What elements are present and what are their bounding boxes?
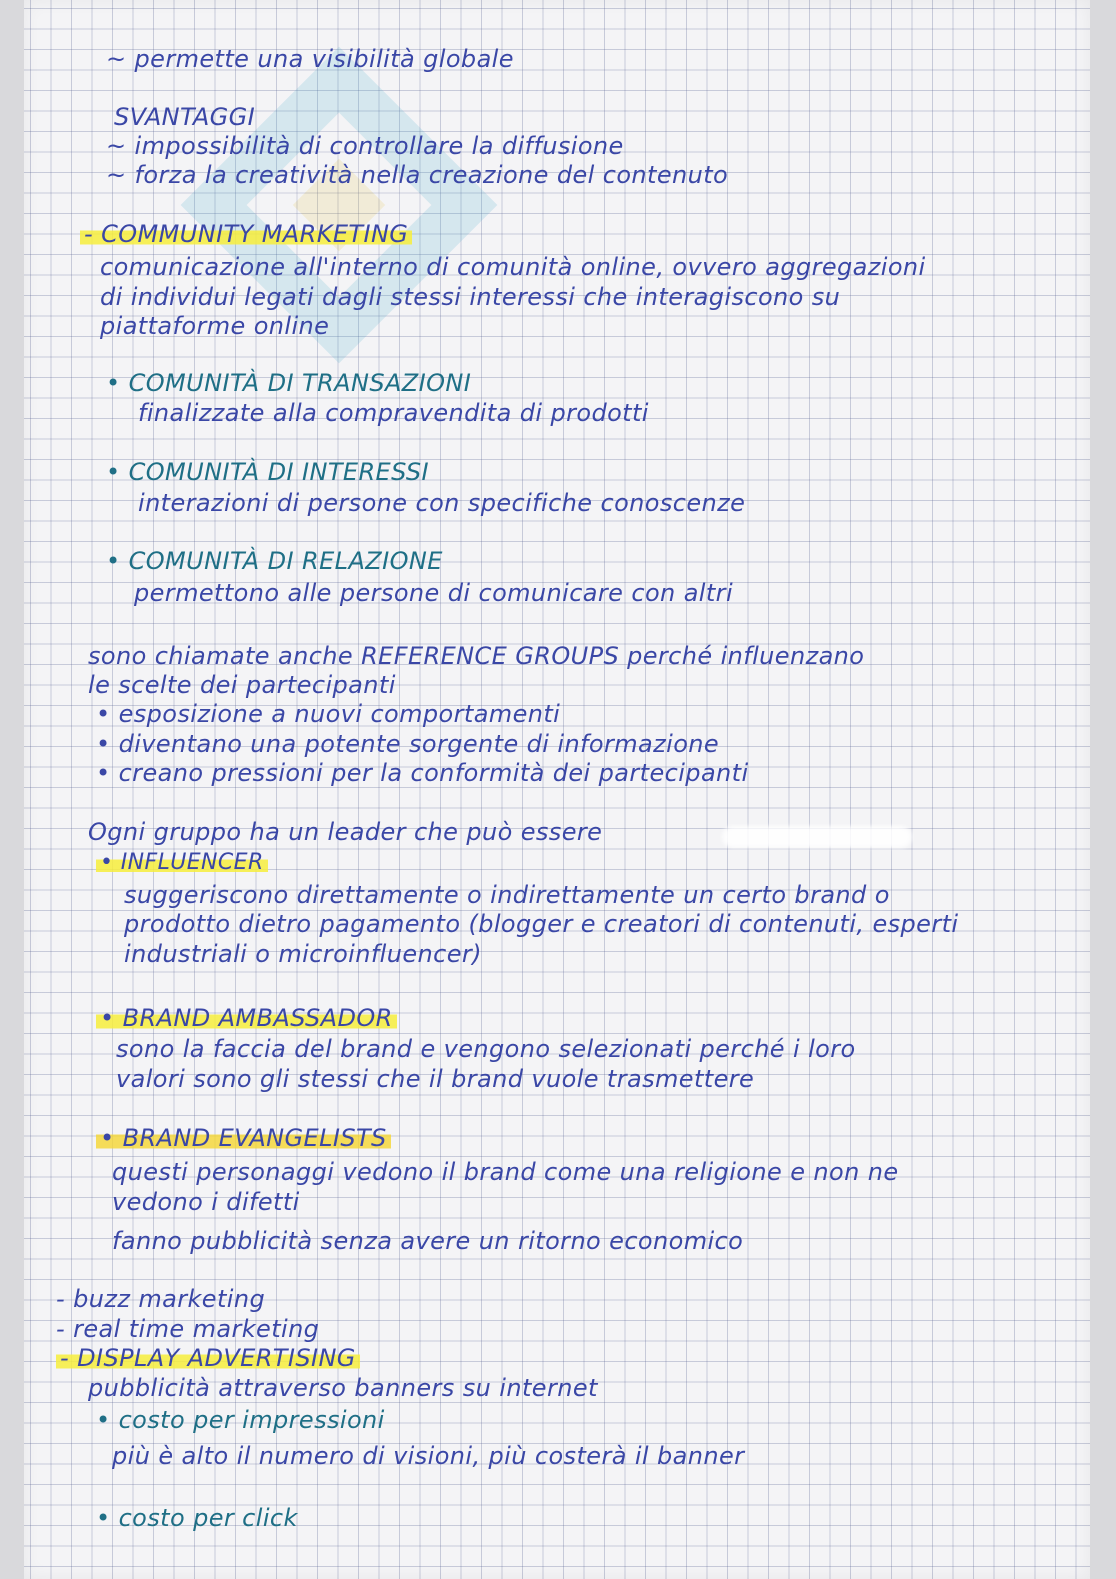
note-line-text: permettono alle persone di comunicare con altri <box>134 579 734 607</box>
note-line <box>96 729 719 759</box>
note-line <box>116 1034 856 1064</box>
note-line-text: finalizzate alla compravendita di prodotti <box>138 399 649 427</box>
note-line-text: • BRAND EVANGELISTS <box>96 1124 391 1152</box>
note-line <box>88 641 864 671</box>
note-line-text: sono chiamate anche REFERENCE GROUPS perché influenzano <box>88 642 865 670</box>
note-line <box>96 1123 391 1153</box>
note-line-text: ~ forza la creatività nella creazione del contenuto <box>106 161 729 189</box>
note-line-text: pubblicità attraverso banners su internet <box>88 1374 598 1402</box>
note-line-text: Ogni gruppo ha un leader che può essere <box>88 818 603 846</box>
note-line-text: • BRAND AMBASSADOR <box>96 1004 397 1032</box>
note-line <box>106 546 443 576</box>
note-line <box>124 909 959 939</box>
note-line-text: ~ impossibilità di controllare la diffusione <box>106 132 624 160</box>
note-line <box>112 1157 899 1187</box>
note-line <box>106 368 471 398</box>
note-line <box>96 1003 397 1033</box>
note-line <box>112 1441 744 1471</box>
note-line <box>100 252 926 282</box>
note-line-text: - COMMUNITY MARKETING <box>80 220 412 248</box>
note-line-text: - real time marketing <box>56 1315 320 1343</box>
note-line <box>56 1284 265 1314</box>
note-line <box>88 670 396 700</box>
note-line-text: fanno pubblicità senza avere un ritorno economico <box>112 1227 744 1255</box>
note-line <box>106 131 624 161</box>
note-line-text: • esposizione a nuovi comportamenti <box>96 700 561 728</box>
note-line <box>114 102 255 132</box>
note-line-text: prodotto dietro pagamento (blogger e creatori di contenuti, esperti <box>124 910 959 938</box>
note-line <box>106 160 728 190</box>
note-line <box>96 848 268 878</box>
note-line-text: • costo per impressioni <box>96 1406 385 1434</box>
note-line-text: • COMUNITÀ DI RELAZIONE <box>106 547 443 575</box>
note-line-text: - DISPLAY ADVERTISING <box>56 1344 360 1372</box>
note-line <box>100 282 840 312</box>
note-line-text: valori sono gli stessi che il brand vuole trasmettere <box>116 1065 755 1093</box>
note-line-text: piattaforme online <box>100 312 330 340</box>
note-line-text: - buzz marketing <box>56 1285 266 1313</box>
note-line <box>80 219 412 249</box>
whiteout-mark <box>722 826 912 848</box>
note-line-text: ~ permette una visibilità globale <box>106 45 514 73</box>
note-line <box>88 1373 598 1403</box>
note-line-text: • INFLUENCER <box>96 850 268 875</box>
note-line-text: • COMUNITÀ DI INTERESSI <box>106 458 430 486</box>
note-line <box>106 44 514 74</box>
note-line-text: suggeriscono direttamente o indirettamente un certo brand o <box>124 881 890 909</box>
note-line-text: sono la faccia del brand e vengono selezionati perché i loro <box>116 1035 856 1063</box>
note-line <box>124 880 890 910</box>
note-line-text: questi personaggi vedono il brand come una religione e non ne <box>112 1158 899 1186</box>
note-line <box>138 398 649 428</box>
notebook-page <box>24 0 1090 1579</box>
note-line-text: • costo per click <box>96 1504 298 1532</box>
note-line <box>138 488 745 518</box>
note-line <box>112 1226 743 1256</box>
note-line-text: di individui legati dagli stessi interessi che interagiscono su <box>100 283 841 311</box>
note-line-text: industriali o microinfluencer) <box>124 940 482 968</box>
note-line-text: vedono i difetti <box>112 1188 300 1216</box>
note-line <box>96 758 749 788</box>
note-line-text: comunicazione all'interno di comunità online, ovvero aggregazioni <box>100 253 926 281</box>
note-line <box>96 1503 298 1533</box>
note-line <box>100 311 329 341</box>
note-line-text: • diventano una potente sorgente di informazione <box>96 730 720 758</box>
note-line <box>96 699 560 729</box>
note-line <box>134 578 733 608</box>
note-line-text: interazioni di persone con specifiche conoscenze <box>138 489 746 517</box>
note-line <box>96 1405 385 1435</box>
note-line <box>56 1314 319 1344</box>
note-line-text: • creano pressioni per la conformità dei partecipanti <box>96 759 749 787</box>
note-line <box>124 939 482 969</box>
note-line-text: le scelte dei partecipanti <box>88 671 396 699</box>
note-line <box>112 1187 300 1217</box>
note-line-text: • COMUNITÀ DI TRANSAZIONI <box>106 369 472 397</box>
note-line <box>88 817 602 847</box>
note-line <box>56 1343 360 1373</box>
note-line <box>116 1064 754 1094</box>
note-line-text: SVANTAGGI <box>114 103 256 131</box>
note-line <box>106 457 429 487</box>
note-line-text: più è alto il numero di visioni, più costerà il banner <box>112 1442 745 1470</box>
